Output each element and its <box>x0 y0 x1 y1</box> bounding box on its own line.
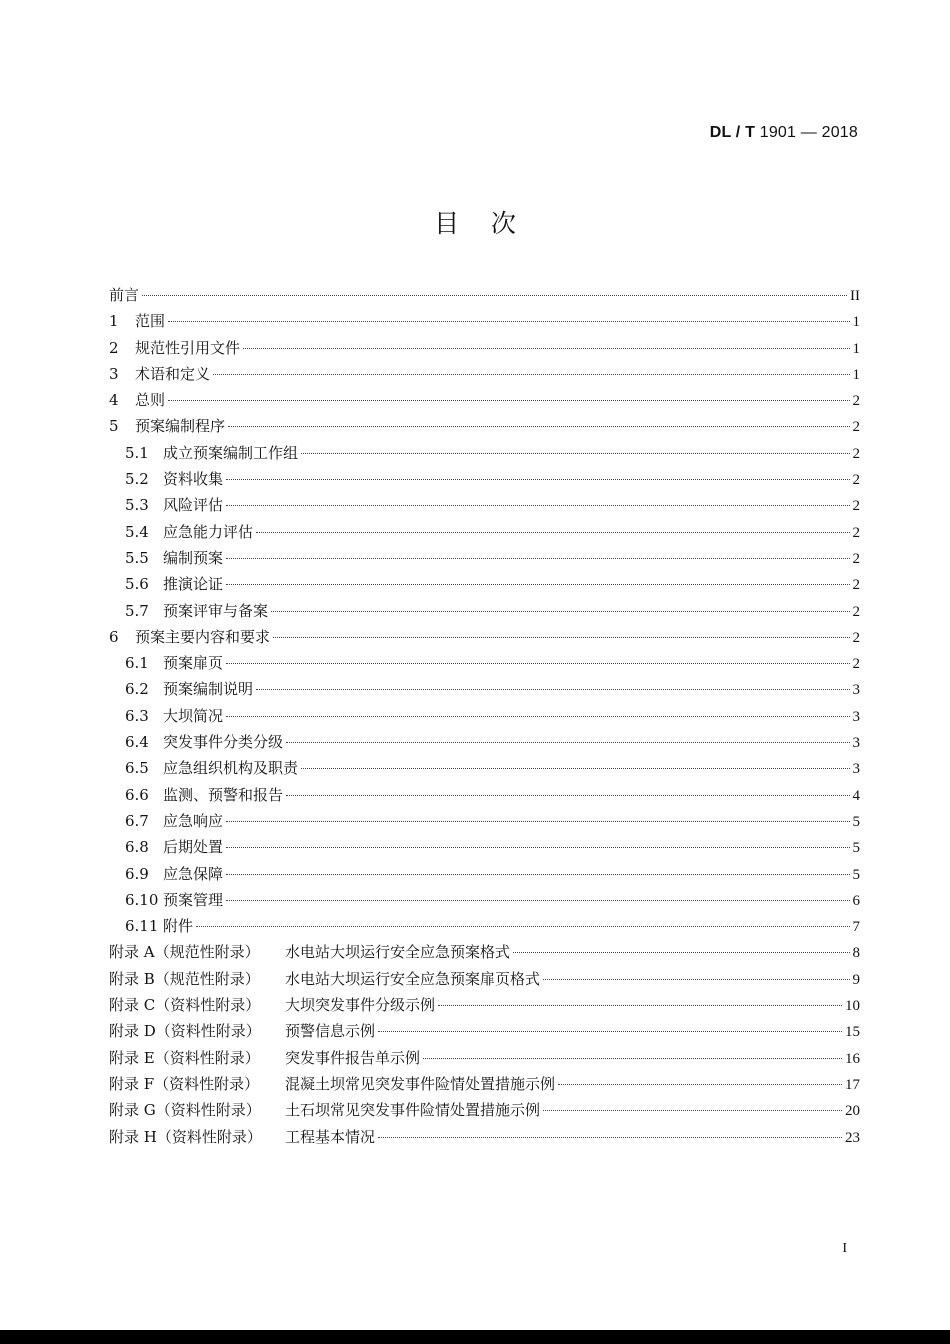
toc-entry-number: 附录 H（资料性附录） <box>109 1127 262 1146</box>
toc-entry[interactable] <box>109 545 860 571</box>
toc-entry-page: 8 <box>852 945 860 962</box>
toc-entry-number: 附录 A（规范性附录） <box>109 943 260 962</box>
toc-entry-label: 混凝土坝常见突发事件险情处置措施示例 <box>285 1074 556 1093</box>
toc-dot-leader <box>301 453 849 454</box>
toc-entry-label: 预案编制程序 <box>135 417 226 436</box>
toc-entry-number: 1 <box>109 312 119 331</box>
toc-dot-leader <box>256 532 849 533</box>
toc-entry[interactable] <box>109 729 860 755</box>
toc-entry-label: 应急组织机构及职责 <box>163 759 299 778</box>
toc-entry-number: 5.3 <box>125 496 149 515</box>
toc-entry-page: 2 <box>852 603 860 620</box>
toc-dot-leader <box>226 479 849 480</box>
toc-entry[interactable] <box>109 782 860 808</box>
toc-entry-number: 5.4 <box>125 522 149 541</box>
toc-entry-page: 3 <box>852 735 860 752</box>
toc-entry-page: 3 <box>852 708 860 725</box>
toc-dot-leader <box>226 821 849 822</box>
toc-entry-number: 附录 E（资料性附录） <box>109 1048 260 1067</box>
toc-entry[interactable] <box>109 676 860 702</box>
toc-entry-number: 6.7 <box>125 811 149 830</box>
toc-entry[interactable] <box>109 282 860 308</box>
toc-dot-leader <box>168 400 849 401</box>
toc-entry[interactable] <box>109 361 860 387</box>
toc-dot-leader <box>228 426 849 427</box>
toc-dot-leader <box>226 874 849 875</box>
toc-entry-label: 预案评审与备案 <box>163 601 269 620</box>
toc-entry-number: 附录 C（资料性附录） <box>109 996 261 1015</box>
toc-entry-page: 2 <box>852 656 860 673</box>
toc-entry[interactable] <box>109 1124 860 1150</box>
toc-dot-leader <box>256 689 849 690</box>
toc-entry-label: 后期处置 <box>163 838 224 857</box>
toc-entry-page: 2 <box>852 524 860 541</box>
toc-entry-page: 2 <box>852 550 860 567</box>
toc-entry-number: 6.4 <box>125 733 149 752</box>
toc-entry[interactable] <box>109 1018 860 1044</box>
toc-entry-page: 1 <box>852 340 860 357</box>
toc-entry-page: 15 <box>845 1024 860 1041</box>
toc-dot-leader <box>286 795 849 796</box>
page-number: I <box>842 1241 847 1256</box>
toc-entry-label: 监测、预警和报告 <box>163 785 284 804</box>
toc-entry-label: 前言 <box>109 286 140 304</box>
toc-entry[interactable] <box>109 1071 860 1097</box>
toc-dot-leader <box>423 1058 842 1059</box>
toc-entry-number: 5.7 <box>125 601 149 620</box>
toc-entry-page: 5 <box>852 813 860 830</box>
standard-number: 1901 — 2018 <box>759 124 858 141</box>
toc-entry-label: 突发事件分类分级 <box>163 733 284 752</box>
toc-entry[interactable] <box>109 939 860 965</box>
toc-entry[interactable] <box>109 466 860 492</box>
toc-entry-page: 10 <box>845 998 860 1015</box>
toc-entry-number: 附录 B（规范性附录） <box>109 969 260 988</box>
toc-entry-label: 规范性引用文件 <box>135 338 241 357</box>
toc-dot-leader <box>286 742 849 743</box>
toc-entry-page: 1 <box>852 366 860 383</box>
toc-entry[interactable] <box>109 1097 860 1123</box>
toc-dot-leader <box>271 611 849 612</box>
toc-dot-leader <box>226 584 849 585</box>
toc-dot-leader <box>226 663 849 664</box>
toc-entry-number: 6.10 <box>125 890 159 909</box>
toc-entry-label: 附件 <box>163 917 194 936</box>
toc-entry-number: 附录 G（资料性附录） <box>109 1101 261 1120</box>
toc-entry-number: 5.6 <box>125 575 149 594</box>
toc-dot-leader <box>301 768 849 769</box>
toc-entry-number: 附录 D（资料性附录） <box>109 1022 261 1041</box>
toc-entry-page: 17 <box>845 1076 860 1093</box>
toc-entry-label: 工程基本情况 <box>285 1127 376 1146</box>
toc-entry[interactable] <box>109 966 860 992</box>
toc-entry-label: 大坝简况 <box>163 706 224 725</box>
toc-entry-number: 附录 F（资料性附录） <box>109 1074 260 1093</box>
toc-entry-number: 5 <box>109 417 119 436</box>
toc-entry-page: 2 <box>852 629 860 646</box>
toc-entry-page: 2 <box>852 577 860 594</box>
toc-entry-label: 应急保障 <box>163 864 224 883</box>
toc-entry-number: 6.1 <box>125 654 149 673</box>
toc-entry-number: 6.11 <box>125 917 159 936</box>
toc-entry[interactable] <box>109 387 860 413</box>
toc-entry[interactable] <box>109 624 860 650</box>
toc-entry-number: 5.5 <box>125 548 149 567</box>
toc-entry-label: 预案编制说明 <box>163 680 254 699</box>
toc-entry-number: 6.6 <box>125 785 149 804</box>
toc-entry-label: 成立预案编制工作组 <box>163 443 299 462</box>
toc-entry-label: 资料收集 <box>163 470 224 489</box>
toc-entry-page: 9 <box>852 971 860 988</box>
toc-entry[interactable] <box>109 887 860 913</box>
table-of-contents <box>109 282 860 1150</box>
toc-entry-label: 土石坝常见突发事件险情处置措施示例 <box>285 1101 541 1120</box>
toc-entry-label: 术语和定义 <box>135 364 211 383</box>
toc-entry[interactable] <box>109 440 860 466</box>
toc-dot-leader <box>558 1084 842 1085</box>
toc-entry-page: 3 <box>852 761 860 778</box>
toc-dot-leader <box>273 637 849 638</box>
toc-dot-leader <box>243 348 849 349</box>
toc-entry-label: 预警信息示例 <box>285 1022 376 1041</box>
toc-entry-number: 4 <box>109 391 119 410</box>
toc-entry[interactable] <box>109 808 860 834</box>
toc-entry-number: 6.3 <box>125 706 149 725</box>
toc-dot-leader <box>226 716 849 717</box>
toc-entry-label: 预案扉页 <box>163 654 224 673</box>
toc-dot-leader <box>543 1110 842 1111</box>
toc-entry-page: 1 <box>852 314 860 331</box>
toc-entry-page: 4 <box>852 787 860 804</box>
toc-entry-page: 6 <box>852 892 860 909</box>
toc-entry-number: 5.2 <box>125 470 149 489</box>
toc-entry-page: 3 <box>852 682 860 699</box>
toc-entry-number: 6 <box>109 627 119 646</box>
toc-entry-label: 应急能力评估 <box>163 522 254 541</box>
toc-dot-leader <box>378 1031 842 1032</box>
toc-entry-label: 预案管理 <box>163 890 224 909</box>
toc-entry[interactable] <box>109 519 860 545</box>
toc-dot-leader <box>226 505 849 506</box>
toc-entry-number: 6.5 <box>125 759 149 778</box>
toc-entry-number: 3 <box>109 364 119 383</box>
toc-entry[interactable] <box>109 703 860 729</box>
toc-dot-leader <box>226 558 849 559</box>
toc-entry[interactable] <box>109 598 860 624</box>
toc-entry-page: 2 <box>852 393 860 410</box>
toc-entry-label: 突发事件报告单示例 <box>285 1048 421 1067</box>
toc-entry-page: 23 <box>845 1129 860 1146</box>
toc-entry[interactable] <box>109 913 860 939</box>
toc-entry[interactable] <box>109 1045 860 1071</box>
toc-dot-leader <box>438 1005 842 1006</box>
toc-entry[interactable] <box>109 755 860 781</box>
toc-dot-leader <box>196 926 849 927</box>
toc-entry[interactable] <box>109 861 860 887</box>
standard-prefix: DL / T <box>709 124 756 141</box>
toc-entry[interactable] <box>109 413 860 439</box>
toc-dot-leader <box>226 900 849 901</box>
toc-dot-leader <box>513 952 849 953</box>
toc-entry-label: 水电站大坝运行安全应急预案格式 <box>285 943 511 962</box>
toc-dot-leader <box>226 847 849 848</box>
toc-entry-label: 应急响应 <box>163 811 224 830</box>
toc-entry-label: 推演论证 <box>163 575 224 594</box>
toc-entry-number: 6.2 <box>125 680 149 699</box>
toc-entry[interactable] <box>109 335 860 361</box>
toc-dot-leader <box>142 295 847 296</box>
toc-dot-leader <box>168 321 849 322</box>
toc-entry-page: 2 <box>852 445 860 462</box>
toc-entry-number: 5.1 <box>125 443 149 462</box>
toc-entry[interactable] <box>109 308 860 334</box>
toc-entry-page: 5 <box>852 866 860 883</box>
toc-entry-label: 水电站大坝运行安全应急预案扉页格式 <box>285 969 541 988</box>
standard-code-header <box>710 124 858 142</box>
toc-entry-page: 2 <box>852 472 860 489</box>
toc-dot-leader <box>543 979 849 980</box>
toc-entry-label: 预案主要内容和要求 <box>135 627 271 646</box>
bottom-scan-edge <box>0 1330 950 1344</box>
toc-entry-label: 总则 <box>135 391 166 410</box>
toc-entry-page: 5 <box>852 840 860 857</box>
toc-entry[interactable] <box>109 650 860 676</box>
toc-entry-page: 20 <box>845 1103 860 1120</box>
toc-dot-leader <box>213 374 849 375</box>
toc-entry[interactable] <box>109 492 860 518</box>
toc-entry-number: 6.8 <box>125 838 149 857</box>
toc-entry-number: 6.9 <box>125 864 149 883</box>
toc-entry[interactable] <box>109 834 860 860</box>
toc-entry[interactable] <box>109 992 860 1018</box>
toc-entry-page: 7 <box>852 919 860 936</box>
toc-entry[interactable] <box>109 571 860 597</box>
page-title: 目 次 <box>434 209 516 238</box>
toc-entry-page: 2 <box>852 498 860 515</box>
toc-entry-page: 16 <box>845 1050 860 1067</box>
toc-dot-leader <box>378 1137 842 1138</box>
toc-entry-label: 编制预案 <box>163 548 224 567</box>
toc-entry-label: 大坝突发事件分级示例 <box>285 996 436 1015</box>
toc-entry-number: 2 <box>109 338 119 357</box>
toc-entry-page: 2 <box>852 419 860 436</box>
toc-entry-label: 范围 <box>135 312 166 331</box>
toc-entry-page: II <box>850 288 860 304</box>
toc-entry-label: 风险评估 <box>163 496 224 515</box>
